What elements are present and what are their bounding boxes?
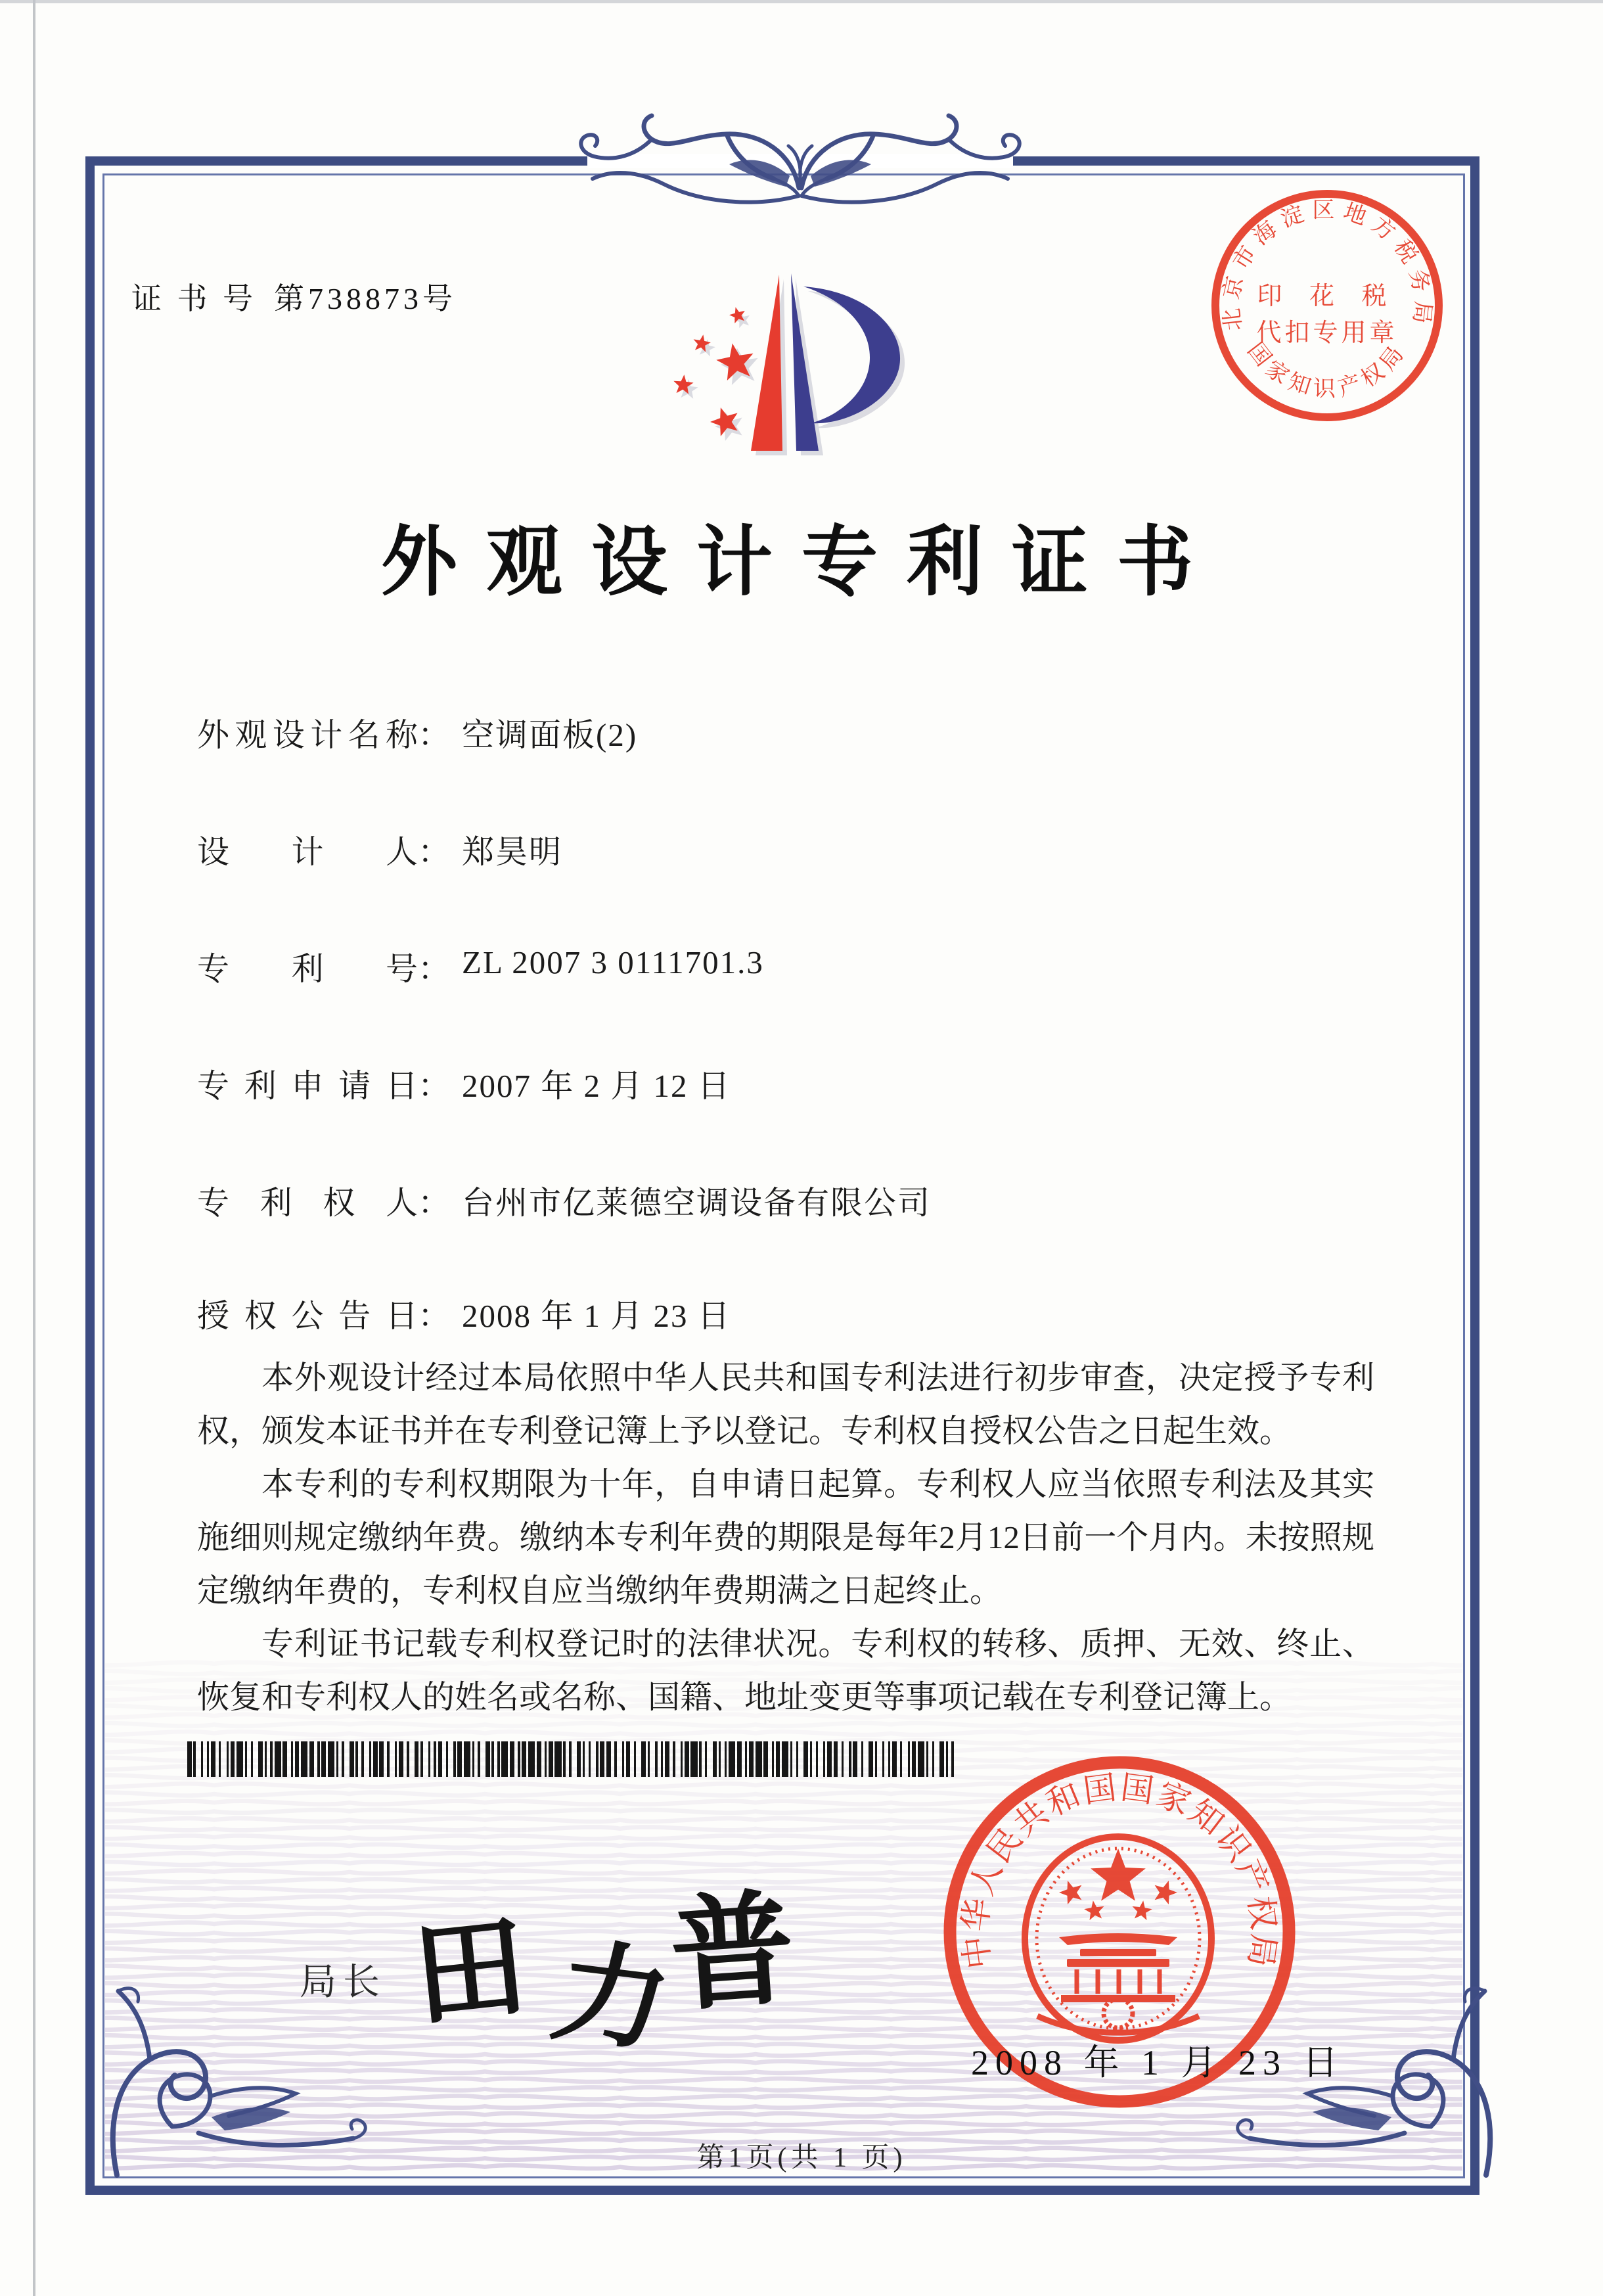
tax-stamp-arc-bottom-text: 国家知识产权局 <box>1242 338 1412 402</box>
director-label: 局长 <box>300 1962 386 2003</box>
field-row-grant-date <box>197 1291 1380 1337</box>
tax-stamp-center-line1: 印 花 税 <box>1257 283 1397 310</box>
tax-stamp-arc-top-text: 北京市海淀区地方税务局 <box>1219 198 1435 333</box>
logo-red-spire <box>751 275 782 451</box>
field-label: 专利权人 <box>197 1185 418 1221</box>
signature-char-1: 田 <box>407 1898 533 2043</box>
field-row-patentee <box>197 1178 1380 1224</box>
field-value: 台州市亿莱德空调设备有限公司 <box>462 1185 932 1221</box>
sipo-logo <box>644 250 939 467</box>
national-emblem <box>1025 1837 1211 2040</box>
field-label: 专利号 <box>197 951 418 987</box>
page-number: 第1页(共 1 页) <box>696 2143 907 2173</box>
legal-paragraph-3: 专利证书记载专利权登记时的法律状况。专利权的转移、质押、无效、终止、恢复和专利权人的姓名或名称、国籍、地址变更等事项记载在专利登记簿上。 <box>197 1626 1374 1715</box>
field-value: 2008 年 1 月 23 日 <box>462 1298 731 1334</box>
field-label: 专利申请日 <box>197 1068 418 1104</box>
field-value: ZL 2007 3 0111701.3 <box>462 944 764 980</box>
logo-stars <box>673 307 753 436</box>
field-colon: ： <box>418 834 451 870</box>
signature-char-2: 力 <box>541 1925 683 2069</box>
field-row-design-name <box>197 710 1380 756</box>
barcode <box>187 1741 962 1777</box>
issue-date: 2008 年 1 月 23 日 <box>971 2043 1345 2082</box>
scan-edge-top <box>0 0 1603 3</box>
field-colon: ： <box>418 951 451 987</box>
top-dragon-ornament <box>570 91 1030 235</box>
field-value: 2007 年 2 月 12 日 <box>462 1068 731 1104</box>
tax-stamp <box>1202 181 1452 430</box>
certificate-title: 外观设计专利证书 <box>381 518 1222 607</box>
field-label: 设计人 <box>197 834 418 870</box>
field-row-filing-date <box>197 1061 1380 1107</box>
field-colon: ： <box>418 1185 451 1221</box>
scan-edge-left <box>33 0 35 2296</box>
field-colon: ： <box>418 1068 451 1104</box>
field-value: 郑昊明 <box>462 834 563 870</box>
field-label: 授权公告日 <box>197 1298 418 1334</box>
signature-char-3: 普 <box>666 1875 800 2029</box>
seal-arc-text: 中华人民共和国国家知识产权局 <box>956 1768 1283 1971</box>
tax-stamp-center-line2: 代扣专用章 <box>1256 319 1398 347</box>
field-label: 外观设计名称 <box>197 717 418 753</box>
legal-text-block <box>197 1351 1374 1724</box>
legal-paragraph-1: 本外观设计经过本局依照中华人民共和国专利法进行初步审查，决定授予专利权，颁发本证书并在专利登记簿上予以登记。专利权自授权公告之日起生效。 <box>197 1360 1374 1449</box>
field-colon: ： <box>418 717 451 753</box>
logo-blue-p-bowl <box>803 287 900 423</box>
legal-paragraph-2: 本专利的专利权期限为十年，自申请日起算。专利权人应当依照专利法及其实施细则规定缴纳年费。缴纳本专利年费的期限是每年2月12日前一个月内。未按照规定缴纳年费的，专利权自应当缴纳年费期满之日起终止。 <box>197 1466 1374 1609</box>
field-row-designer <box>197 827 1380 873</box>
field-colon: ： <box>418 1298 451 1334</box>
field-row-patent-number <box>197 944 1380 990</box>
svg-text:国家知识产权局 <box>1243 338 1412 402</box>
field-value: 空调面板(2) <box>462 717 638 753</box>
certificate-number-label: 证 书 号 <box>131 282 257 315</box>
certificate-number <box>131 275 457 318</box>
certificate-number-value: 第738873号 <box>274 282 457 315</box>
logo-blue-spire <box>791 273 819 451</box>
